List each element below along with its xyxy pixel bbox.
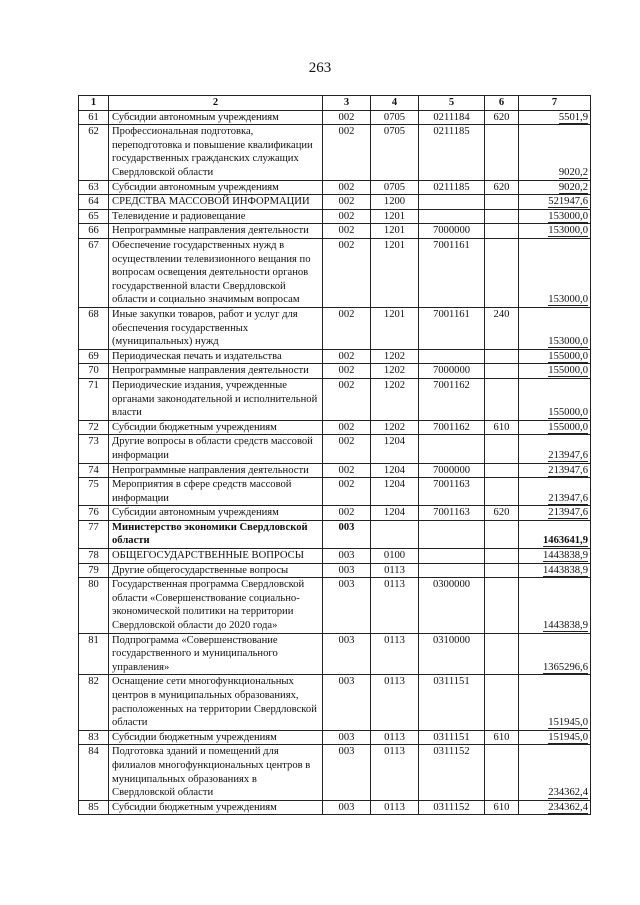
amount-value: 155000,0	[548, 350, 588, 362]
amount-value: 1443838,9	[542, 564, 588, 576]
row-amount-cell	[519, 307, 591, 349]
row-section-code-cell: 1202	[371, 349, 419, 364]
table-row	[79, 435, 591, 463]
row-expense-type-cell	[485, 238, 519, 307]
table-row	[79, 563, 591, 578]
row-target-code-cell: 7001162	[419, 420, 485, 435]
row-name-cell: Обеспечение государственных нужд в осуществлении телевизионного вещания по вопросам освещения деятельности органов государственной власти Свердловской области и социально значимым вопросам	[109, 238, 323, 307]
row-admin-code-cell: 003	[323, 549, 371, 564]
amount-value: 9020,2	[558, 181, 588, 193]
table-row	[79, 463, 591, 478]
row-number-cell: 64	[79, 195, 109, 210]
table-row	[79, 125, 591, 180]
row-number-cell: 72	[79, 420, 109, 435]
row-name-cell: Оснащение сети многофункциональных центров в муниципальных образованиях, расположенных на территории Свердловской области	[109, 675, 323, 730]
row-number-cell: 68	[79, 307, 109, 349]
row-name-cell: Субсидии бюджетным учреждениям	[109, 420, 323, 435]
row-name-cell: Подготовка зданий и помещений для филиалов многофункциональных центров в муниципальных образованиях в Свердловской области	[109, 745, 323, 800]
table-row	[79, 478, 591, 506]
row-name-cell: Мероприятия в сфере средств массовой информации	[109, 478, 323, 506]
row-admin-code-cell: 002	[323, 224, 371, 239]
row-target-code-cell: 7000000	[419, 224, 485, 239]
row-section-code-cell: 1204	[371, 435, 419, 463]
row-section-code-cell: 0705	[371, 125, 419, 180]
row-amount-cell	[519, 549, 591, 564]
col-header-3: 3	[323, 96, 371, 111]
table-row	[79, 307, 591, 349]
row-admin-code-cell: 003	[323, 675, 371, 730]
row-section-code-cell: 1201	[371, 238, 419, 307]
row-name-cell: Субсидии автономным учреждениям	[109, 506, 323, 521]
row-section-code-cell: 1201	[371, 307, 419, 349]
row-expense-type-cell	[485, 125, 519, 180]
row-section-code-cell	[371, 520, 419, 548]
row-amount-cell	[519, 420, 591, 435]
row-amount-cell	[519, 238, 591, 307]
table-row	[79, 378, 591, 420]
col-header-4: 4	[371, 96, 419, 111]
row-section-code-cell: 0113	[371, 578, 419, 633]
row-admin-code-cell: 002	[323, 238, 371, 307]
table-row	[79, 549, 591, 564]
row-amount-cell	[519, 378, 591, 420]
row-name-cell: Другие вопросы в области средств массовой информации	[109, 435, 323, 463]
row-amount-cell	[519, 110, 591, 125]
row-admin-code-cell: 002	[323, 125, 371, 180]
table-row	[79, 420, 591, 435]
amount-value: 153000,0	[548, 210, 588, 222]
row-amount-cell	[519, 520, 591, 548]
row-expense-type-cell: 240	[485, 307, 519, 349]
row-admin-code-cell: 003	[323, 745, 371, 800]
amount-value: 153000,0	[548, 336, 588, 348]
row-amount-cell	[519, 730, 591, 745]
amount-value: 213947,6	[548, 449, 588, 461]
row-number-cell: 82	[79, 675, 109, 730]
row-number-cell: 61	[79, 110, 109, 125]
row-section-code-cell: 1204	[371, 506, 419, 521]
table-row	[79, 238, 591, 307]
amount-value: 234362,4	[548, 787, 588, 799]
row-name-cell: Телевидение и радиовещание	[109, 209, 323, 224]
row-admin-code-cell: 002	[323, 195, 371, 210]
row-amount-cell	[519, 463, 591, 478]
row-expense-type-cell	[485, 549, 519, 564]
amount-value: 155000,0	[548, 365, 588, 377]
row-section-code-cell: 1202	[371, 364, 419, 379]
row-name-cell: Другие общегосударственные вопросы	[109, 563, 323, 578]
row-admin-code-cell: 002	[323, 349, 371, 364]
page-number: 263	[308, 60, 332, 76]
row-amount-cell	[519, 435, 591, 463]
row-number-cell: 85	[79, 800, 109, 815]
header-row	[79, 96, 591, 111]
row-section-code-cell: 0705	[371, 180, 419, 195]
row-name-cell: Субсидии автономным учреждениям	[109, 180, 323, 195]
row-target-code-cell: 7001161	[419, 238, 485, 307]
row-number-cell: 74	[79, 463, 109, 478]
table-row	[79, 209, 591, 224]
amount-value: 155000,0	[548, 407, 588, 419]
row-section-code-cell: 1202	[371, 378, 419, 420]
row-admin-code-cell: 002	[323, 364, 371, 379]
row-target-code-cell	[419, 349, 485, 364]
amount-value: 5501,9	[558, 111, 588, 123]
row-number-cell: 78	[79, 549, 109, 564]
table-row	[79, 578, 591, 633]
row-amount-cell	[519, 349, 591, 364]
row-section-code-cell: 0100	[371, 549, 419, 564]
table-row	[79, 800, 591, 815]
row-section-code-cell: 0113	[371, 730, 419, 745]
row-target-code-cell: 0310000	[419, 633, 485, 675]
row-name-cell: Периодическая печать и издательства	[109, 349, 323, 364]
row-admin-code-cell: 003	[323, 563, 371, 578]
amount-value: 521947,6	[548, 196, 588, 208]
row-number-cell: 73	[79, 435, 109, 463]
row-admin-code-cell: 002	[323, 420, 371, 435]
row-number-cell: 69	[79, 349, 109, 364]
row-number-cell: 62	[79, 125, 109, 180]
row-target-code-cell: 0311152	[419, 800, 485, 815]
table-row	[79, 195, 591, 210]
amount-value: 9020,2	[558, 166, 588, 178]
row-target-code-cell: 7000000	[419, 364, 485, 379]
amount-value: 1463641,9	[542, 535, 588, 547]
table-row	[79, 730, 591, 745]
row-expense-type-cell	[485, 675, 519, 730]
table-row	[79, 349, 591, 364]
row-admin-code-cell: 003	[323, 633, 371, 675]
row-target-code-cell	[419, 195, 485, 210]
row-expense-type-cell	[485, 578, 519, 633]
row-expense-type-cell: 620	[485, 506, 519, 521]
amount-value: 1443838,9	[542, 620, 588, 632]
row-admin-code-cell: 002	[323, 506, 371, 521]
row-amount-cell	[519, 209, 591, 224]
row-name-cell: Непрограммные направления деятельности	[109, 224, 323, 239]
row-number-cell: 66	[79, 224, 109, 239]
row-target-code-cell	[419, 549, 485, 564]
col-header-5: 5	[419, 96, 485, 111]
row-expense-type-cell	[485, 463, 519, 478]
row-name-cell: Министерство экономики Свердловской области	[109, 520, 323, 548]
row-admin-code-cell: 003	[323, 730, 371, 745]
row-amount-cell	[519, 675, 591, 730]
row-target-code-cell: 0211184	[419, 110, 485, 125]
row-amount-cell	[519, 224, 591, 239]
row-target-code-cell: 7001162	[419, 378, 485, 420]
row-amount-cell	[519, 745, 591, 800]
row-admin-code-cell: 003	[323, 578, 371, 633]
row-name-cell: Непрограммные направления деятельности	[109, 463, 323, 478]
row-admin-code-cell: 002	[323, 209, 371, 224]
row-target-code-cell: 7001163	[419, 478, 485, 506]
row-section-code-cell: 1204	[371, 478, 419, 506]
row-admin-code-cell: 002	[323, 307, 371, 349]
row-target-code-cell: 7001163	[419, 506, 485, 521]
row-expense-type-cell: 610	[485, 730, 519, 745]
table-row	[79, 224, 591, 239]
table-row	[79, 520, 591, 548]
row-target-code-cell: 0311151	[419, 730, 485, 745]
row-amount-cell	[519, 633, 591, 675]
amount-value: 213947,6	[548, 464, 588, 476]
table-row	[79, 110, 591, 125]
row-number-cell: 70	[79, 364, 109, 379]
row-name-cell: Профессиональная подготовка, переподготовка и повышение квалификации государственных гражданских служащих Свердловской области	[109, 125, 323, 180]
row-number-cell: 67	[79, 238, 109, 307]
table-row	[79, 506, 591, 521]
row-expense-type-cell: 620	[485, 110, 519, 125]
row-expense-type-cell	[485, 435, 519, 463]
row-name-cell: ОБЩЕГОСУДАРСТВЕННЫЕ ВОПРОСЫ	[109, 549, 323, 564]
row-admin-code-cell: 003	[323, 800, 371, 815]
row-section-code-cell: 0113	[371, 633, 419, 675]
row-section-code-cell: 0113	[371, 745, 419, 800]
row-target-code-cell	[419, 563, 485, 578]
row-expense-type-cell	[485, 349, 519, 364]
row-section-code-cell: 0113	[371, 675, 419, 730]
row-section-code-cell: 1201	[371, 224, 419, 239]
row-name-cell: Периодические издания, учрежденные органами законодательной и исполнительной власти	[109, 378, 323, 420]
row-number-cell: 65	[79, 209, 109, 224]
row-expense-type-cell: 610	[485, 420, 519, 435]
col-header-1: 1	[79, 96, 109, 111]
row-number-cell: 84	[79, 745, 109, 800]
row-number-cell: 80	[79, 578, 109, 633]
row-number-cell: 63	[79, 180, 109, 195]
row-section-code-cell: 0113	[371, 563, 419, 578]
row-section-code-cell: 1200	[371, 195, 419, 210]
amount-value: 213947,6	[548, 492, 588, 504]
table-row	[79, 364, 591, 379]
row-expense-type-cell: 620	[485, 180, 519, 195]
row-amount-cell	[519, 478, 591, 506]
row-expense-type-cell	[485, 745, 519, 800]
row-number-cell: 76	[79, 506, 109, 521]
row-amount-cell	[519, 578, 591, 633]
row-name-cell: Субсидии бюджетным учреждениям	[109, 730, 323, 745]
row-target-code-cell: 0311152	[419, 745, 485, 800]
row-admin-code-cell: 003	[323, 520, 371, 548]
row-name-cell: Подпрограмма «Совершенствование государственного и муниципального управления»	[109, 633, 323, 675]
table-row	[79, 675, 591, 730]
row-target-code-cell: 0311151	[419, 675, 485, 730]
row-target-code-cell: 0211185	[419, 125, 485, 180]
row-amount-cell	[519, 195, 591, 210]
amount-value: 151945,0	[548, 731, 588, 743]
row-expense-type-cell	[485, 209, 519, 224]
row-expense-type-cell	[485, 478, 519, 506]
budget-table	[78, 95, 591, 815]
col-header-7: 7	[519, 96, 591, 111]
row-amount-cell	[519, 563, 591, 578]
row-amount-cell	[519, 180, 591, 195]
row-amount-cell	[519, 364, 591, 379]
row-name-cell: Субсидии автономным учреждениям	[109, 110, 323, 125]
row-section-code-cell: 0705	[371, 110, 419, 125]
row-section-code-cell: 1204	[371, 463, 419, 478]
row-admin-code-cell: 002	[323, 110, 371, 125]
table-row	[79, 633, 591, 675]
row-target-code-cell	[419, 435, 485, 463]
row-target-code-cell: 7000000	[419, 463, 485, 478]
row-expense-type-cell	[485, 520, 519, 548]
row-expense-type-cell	[485, 378, 519, 420]
row-section-code-cell: 1202	[371, 420, 419, 435]
row-number-cell: 79	[79, 563, 109, 578]
row-number-cell: 77	[79, 520, 109, 548]
row-target-code-cell: 7001161	[419, 307, 485, 349]
amount-value: 153000,0	[548, 294, 588, 306]
row-expense-type-cell	[485, 195, 519, 210]
row-number-cell: 81	[79, 633, 109, 675]
col-header-6: 6	[485, 96, 519, 111]
row-expense-type-cell	[485, 224, 519, 239]
table-row	[79, 745, 591, 800]
row-target-code-cell: 0211185	[419, 180, 485, 195]
table-row	[79, 180, 591, 195]
row-name-cell: Государственная программа Свердловской области «Совершенствование социально-экономической политики на территории Свердловской области до 2020 года»	[109, 578, 323, 633]
row-name-cell: Субсидии бюджетным учреждениям	[109, 800, 323, 815]
row-section-code-cell: 1201	[371, 209, 419, 224]
row-target-code-cell	[419, 520, 485, 548]
row-amount-cell	[519, 506, 591, 521]
row-name-cell: Непрограммные направления деятельности	[109, 364, 323, 379]
row-expense-type-cell	[485, 563, 519, 578]
row-admin-code-cell: 002	[323, 378, 371, 420]
row-amount-cell	[519, 125, 591, 180]
amount-value: 155000,0	[548, 421, 588, 433]
col-header-2: 2	[109, 96, 323, 111]
row-admin-code-cell: 002	[323, 180, 371, 195]
row-expense-type-cell: 610	[485, 800, 519, 815]
row-admin-code-cell: 002	[323, 463, 371, 478]
amount-value: 1365296,6	[542, 661, 588, 673]
row-admin-code-cell: 002	[323, 435, 371, 463]
row-name-cell: СРЕДСТВА МАССОВОЙ ИНФОРМАЦИИ	[109, 195, 323, 210]
amount-value: 234362,4	[548, 801, 588, 813]
amount-value: 1443838,9	[542, 550, 588, 562]
row-amount-cell	[519, 800, 591, 815]
table-body	[79, 110, 591, 815]
row-expense-type-cell	[485, 633, 519, 675]
amount-value: 153000,0	[548, 225, 588, 237]
row-number-cell: 71	[79, 378, 109, 420]
row-section-code-cell: 0113	[371, 800, 419, 815]
amount-value: 213947,6	[548, 507, 588, 519]
row-target-code-cell	[419, 209, 485, 224]
amount-value: 151945,0	[548, 717, 588, 729]
row-number-cell: 75	[79, 478, 109, 506]
row-admin-code-cell: 002	[323, 478, 371, 506]
row-target-code-cell: 0300000	[419, 578, 485, 633]
row-expense-type-cell	[485, 364, 519, 379]
row-number-cell: 83	[79, 730, 109, 745]
row-name-cell: Иные закупки товаров, работ и услуг для обеспечения государственных (муниципальных) нужд	[109, 307, 323, 349]
